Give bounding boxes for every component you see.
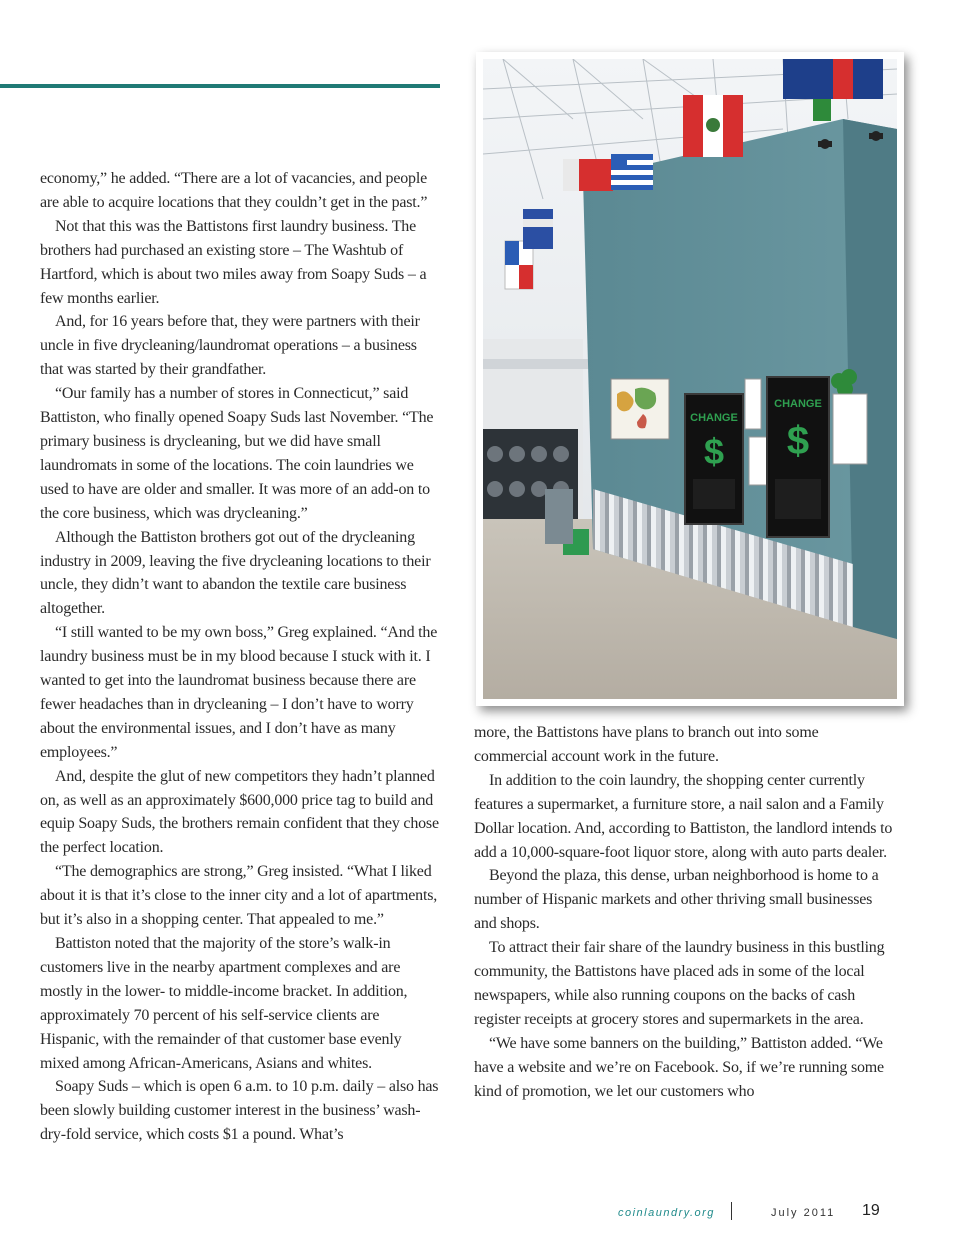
page-number: 19 — [862, 1202, 880, 1219]
change-sign-text: CHANGE — [690, 412, 738, 424]
paragraph: And, despite the glut of new competitors they hadn’t planned on, as well as an approximately $600,000 price tag to build and equip Soapy Suds, the brothers remain confident that they chose the perfect location. — [40, 767, 439, 857]
laundromat-photo — [476, 52, 904, 706]
paragraph: “Our family has a number of stores in Connecticut,” said Battiston, who finally opened Soapy Suds last November. “The primary business is drycleaning, but we did have small laundromats in some of the locations. The coin laundries we used to have are older and smaller. It was more of an add-on to the core business, which was drycleaning.” — [40, 385, 434, 522]
article-column-right — [474, 721, 894, 1104]
paragraph: Soapy Suds – which is open 6 a.m. to 10 p.m. daily – also has been slowly building customer interest in the business’ wash-dry-fold service, which costs $1 a pound. What’s — [40, 1078, 439, 1144]
paragraph: “We have some banners on the building,” Battiston added. “We have a website and we’re on Facebook. So, if we’re running some kind of promotion, we let our customers who — [474, 1034, 884, 1100]
article-column-left — [40, 167, 442, 1147]
paragraph: And, for 16 years before that, they were partners with their uncle in five drycleaning/laundromat operations – a business that was started by their grandfather. — [40, 313, 420, 379]
paragraph: Although the Battiston brothers got out of the drycleaning industry in 2009, leaving the five drycleaning locations to their uncle, they didn’t want to abandon the textile care business altogether. — [40, 528, 431, 618]
paragraph: more, the Battistons have plans to branch out into some commercial account work in the future. — [474, 724, 819, 765]
footer-issue-date: July 2011 — [771, 1207, 836, 1219]
dollar-sign-text: $ — [786, 419, 810, 463]
paragraph: In addition to the coin laundry, the shopping center currently features a supermarket, a furniture store, a nail salon and a Family Dollar location. And, according to Battiston, the landlord intends to add a 10,000-square-foot liquor store, along with auto parts dealer. — [474, 771, 893, 861]
dollar-sign-text: $ — [703, 431, 725, 472]
change-sign-text: CHANGE — [774, 398, 822, 410]
paragraph: economy,” he added. “There are a lot of vacancies, and people are able to acquire locations that they couldn’t get in the past.” — [40, 170, 428, 211]
paragraph: “I still wanted to be my own boss,” Greg explained. “And the laundry business must be in my blood because I stuck with it. I wanted to get into the laundromat business because there are fewer headaches than in drycleaning – I don’t have to worry about the environmental issues, and I don’t have as many employees.” — [40, 624, 438, 761]
header-rule — [0, 84, 440, 88]
paragraph: “The demographics are strong,” Greg insisted. “What I liked about it is that it’s close to the inner city and a lot of apartments, but it’s also in a shopping center. That appealed to me.” — [40, 863, 438, 929]
paragraph: Not that this was the Battistons first laundry business. The brothers had purchased an existing store – The Washtub of Hartford, which is about two miles away from Soapy Suds – a few months earlier. — [40, 217, 427, 307]
footer-site-url[interactable]: coinlaundry.org — [618, 1207, 715, 1219]
paragraph: Beyond the plaza, this dense, urban neighborhood is home to a number of Hispanic markets and other thriving small businesses and shops. — [474, 867, 879, 933]
laundromat-interior-illustration — [483, 59, 897, 699]
paragraph: To attract their fair share of the laundry business in this bustling community, the Battistons have placed ads in some of the local newspapers, while also running coupons on the backs of cash register receipts at grocery stores and supermarkets in the area. — [474, 939, 885, 1028]
footer-divider — [731, 1202, 732, 1220]
paragraph: Battiston noted that the majority of the store’s walk-in customers live in the nearby apartment complexes and are mostly in the lower- to middle-income bracket. In addition, approximately 70 percent of his self-service clients are Hispanic, with the remainder of that customer base evenly mixed among African-Americans, Asians and whites. — [40, 935, 408, 1072]
page-footer — [0, 1198, 960, 1228]
